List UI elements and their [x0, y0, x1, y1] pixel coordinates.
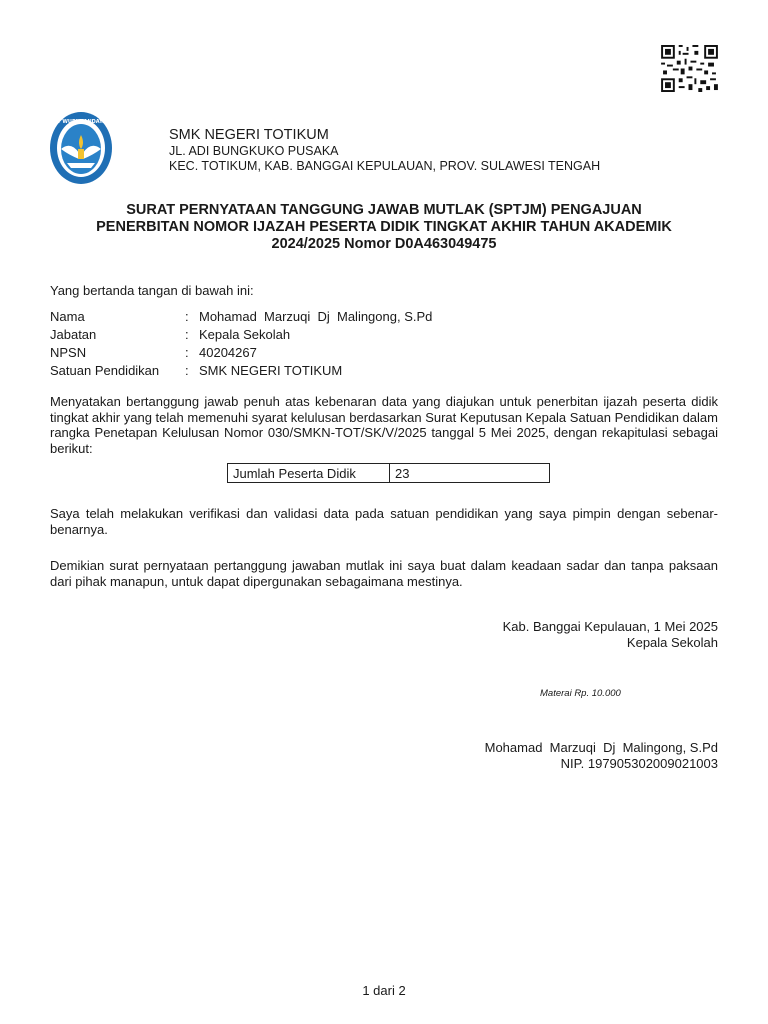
signature-place-date: Kab. Banggai Kepulauan, 1 Mei 2025 — [502, 619, 718, 634]
tut-wuri-handayani-logo — [49, 111, 113, 185]
logo-text: TUT WURI HANDAYANI — [49, 119, 113, 125]
school-header — [169, 126, 600, 174]
signature-header — [503, 619, 718, 651]
verification-paragraph: Saya telah melakukan verifikasi dan validasi data pada satuan pendidikan yang saya pimpin dengan sebenar-benarnya. — [50, 506, 718, 537]
intro-text: Yang bertanda tangan di bawah ini: — [50, 283, 254, 298]
identity-label: Jabatan — [50, 327, 97, 342]
identity-separator: : — [185, 309, 189, 324]
identity-row-satuan-pendidikan — [50, 362, 432, 380]
signatory-name: Mohamad Marzuqi Dj Malingong, S.Pd — [484, 740, 718, 755]
page-number: 1 dari 2 — [362, 983, 406, 998]
summary-value: 23 — [395, 466, 410, 481]
identity-row-npsn — [50, 344, 432, 362]
identity-label: NPSN — [50, 345, 87, 360]
school-address-line2: KEC. TOTIKUM, KAB. BANGGAI KEPULAUAN, PROV. SULAWESI TENGAH — [169, 159, 601, 173]
qr-code — [661, 45, 718, 92]
identity-row-jabatan — [50, 326, 432, 344]
statement-paragraph: Menyatakan bertanggung jawab penuh atas kebenaran data yang diajukan untuk penerbitan ijazah peserta didik tingkat akhir yang telah memenuhi syarat kelulusan berdasarkan Surat Keputusan Kepala Satuan Pendidikan dalam rangka Penetapan Kelulusan Nomor 030/SMKN-TOT/SK/V/2025 tanggal 5 Mei 2025, dengan rekapitulasi sebagai berikut: — [50, 394, 718, 456]
identity-label: Satuan Pendidikan — [50, 363, 160, 378]
signature-block — [485, 740, 718, 772]
identity-value: Kepala Sekolah — [199, 327, 291, 342]
summary-table — [227, 463, 550, 483]
signature-position: Kepala Sekolah — [626, 635, 718, 650]
identity-value: 40204267 — [199, 345, 257, 360]
title-line3: 2024/2025 Nomor D0A463049475 — [271, 236, 497, 252]
identity-value: Mohamad Marzuqi Dj Malingong, S.Pd — [199, 309, 433, 324]
signatory-nip: NIP. 197905302009021003 — [560, 756, 718, 771]
identity-separator: : — [185, 363, 189, 378]
materai-placeholder: Materai Rp. 10.000 — [540, 688, 621, 699]
closing-paragraph: Demikian surat pernyataan pertanggung jawaban mutlak ini saya buat dalam keadaan sadar dan tanpa paksaan dari pihak manapun, untuk dapat dipergunakan sebagaimana mestinya. — [50, 558, 718, 589]
identity-separator: : — [185, 327, 189, 342]
school-name: SMK NEGERI TOTIKUM — [169, 127, 329, 143]
identity-value: SMK NEGERI TOTIKUM — [199, 363, 343, 378]
identity-label: Nama — [50, 309, 85, 324]
document-title — [40, 202, 728, 253]
identity-table — [50, 308, 432, 380]
identity-separator: : — [185, 345, 189, 360]
title-line1: SURAT PERNYATAAN TANGGUNG JAWAB MUTLAK (SPTJM) PENGAJUAN — [126, 202, 642, 218]
summary-label: Jumlah Peserta Didik — [228, 464, 390, 482]
title-line2: PENERBITAN NOMOR IJAZAH PESERTA DIDIK TINGKAT AKHIR TAHUN AKADEMIK — [96, 219, 672, 235]
identity-row-nama — [50, 308, 432, 326]
school-address-line1: JL. ADI BUNGKUKO PUSAKA — [169, 144, 339, 158]
